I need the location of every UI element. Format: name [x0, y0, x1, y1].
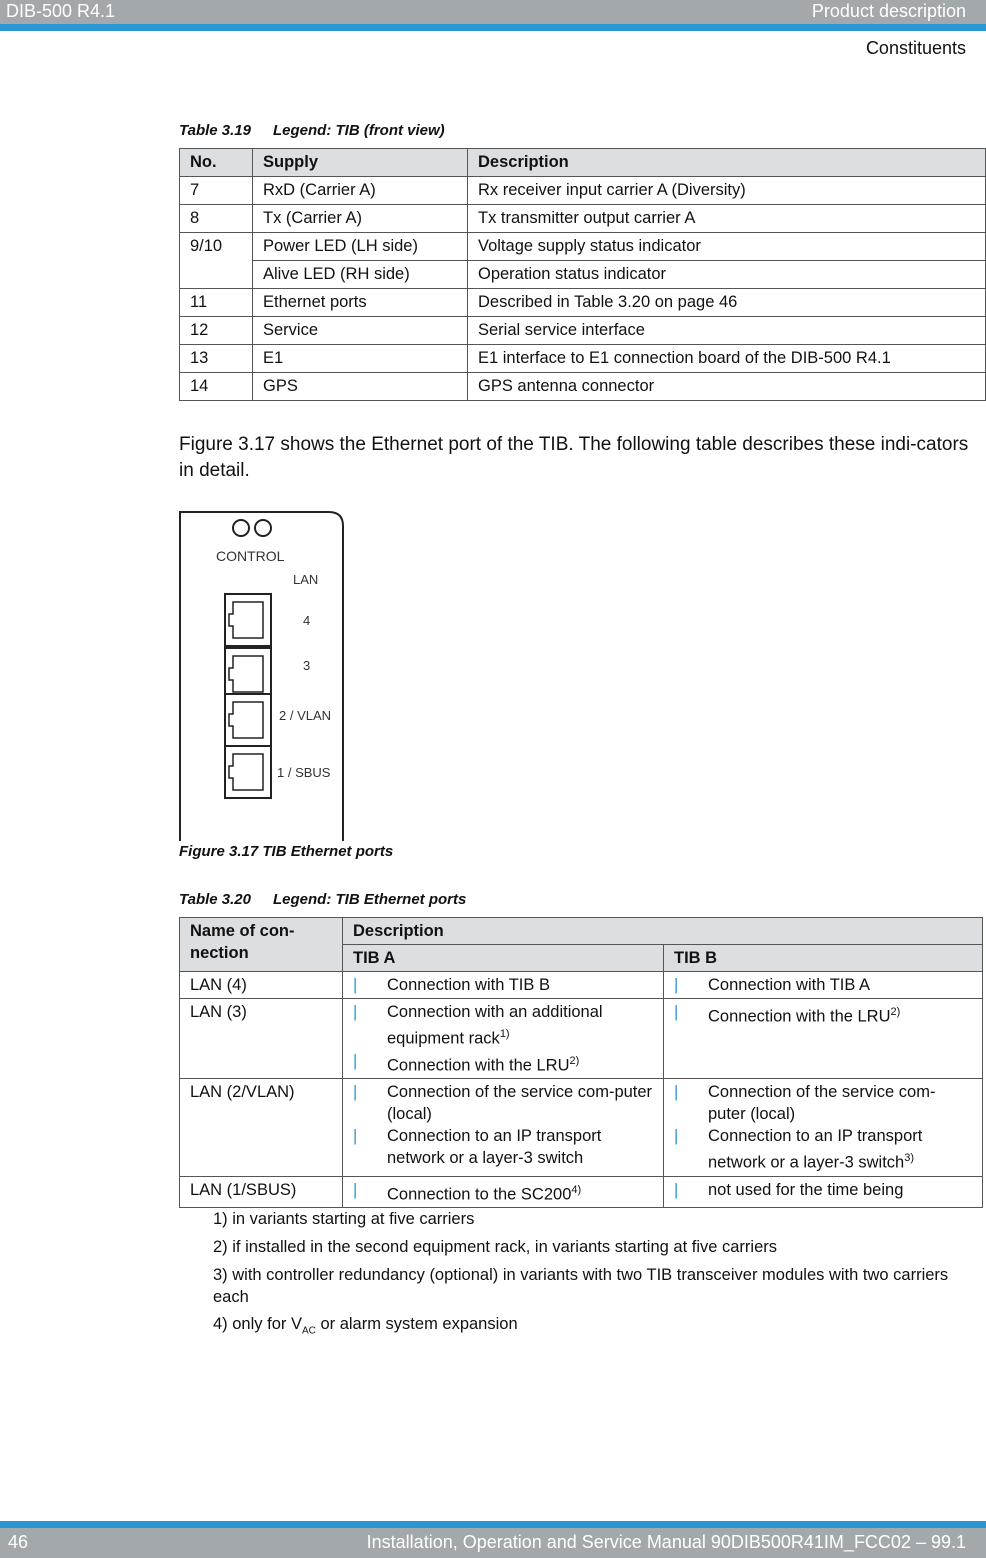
cell-supply: Alive LED (RH side) — [253, 261, 468, 289]
cell-description: Operation status indicator — [468, 261, 986, 289]
cell-description: Rx receiver input carrier A (Diversity) — [468, 177, 986, 205]
table-row — [180, 289, 986, 317]
cell-no: 7 — [180, 177, 253, 205]
port-1-label: 1 / SBUS — [277, 765, 331, 780]
table-row — [180, 317, 986, 345]
cell-tib-a — [343, 999, 664, 1079]
body-paragraph: Figure 3.17 shows the Ethernet port of the TIB. The following table describes these indi-cators in detail. — [179, 434, 969, 481]
item-text: Connection to an IP transport network or a layer-3 switch — [387, 1127, 602, 1167]
cell-no: 9/10 — [180, 233, 253, 289]
footer-accent-line — [0, 1521, 986, 1528]
cell-description: GPS antenna connector — [468, 373, 986, 401]
cell-tib-a — [343, 1079, 664, 1177]
cell-supply: GPS — [253, 373, 468, 401]
bullet-bar: | — [674, 1127, 679, 1145]
chapter-title: Product description — [811, 1, 966, 21]
footnote-ref: 2) — [890, 1006, 901, 1018]
footnote-2: 2) if installed in the second equipment rack, in variants starting at five carriers — [213, 1238, 778, 1256]
col-header-name: Name of con-nection — [180, 918, 343, 972]
cell-supply: Tx (Carrier A) — [253, 205, 468, 233]
list-item — [353, 1001, 653, 1050]
ethernet-port-4 — [225, 594, 271, 646]
bullet-bar: | — [674, 1083, 679, 1101]
col-header-supply: Supply — [253, 149, 468, 177]
table-row — [180, 999, 983, 1079]
doc-title: DIB-500 R4.1 — [6, 1, 116, 21]
table-row — [180, 1079, 983, 1177]
manual-title: Installation, Operation and Service Manual 90DIB500R41IM_FCC02 – 99.1 — [366, 1532, 966, 1552]
table-header-row — [180, 149, 986, 177]
list-item — [674, 1125, 972, 1174]
item-text: Connection to an IP transport network or a layer-3 switch — [708, 1127, 923, 1172]
port-4-label: 4 — [303, 613, 311, 628]
cell-tib-b — [664, 972, 983, 999]
section-title: Constituents — [865, 38, 966, 58]
table1-title: Legend: TIB (front view) — [273, 122, 445, 139]
cell-connection-name: LAN (3) — [180, 999, 343, 1079]
cell-description: Described in Table 3.20 on page 46 — [468, 289, 986, 317]
list-item — [353, 974, 653, 996]
cell-no: 11 — [180, 289, 253, 317]
cell-connection-name: LAN (2/VLAN) — [180, 1079, 343, 1177]
list-item — [353, 1179, 653, 1206]
ethernet-port-2-vlan — [225, 694, 271, 746]
cell-supply: Power LED (LH side) — [253, 233, 468, 261]
figure-caption: Figure 3.17 TIB Ethernet ports — [179, 843, 394, 860]
item-text: Connection with the LRU — [708, 1007, 891, 1026]
cell-tib-a — [343, 1176, 664, 1208]
list-item — [674, 1081, 972, 1125]
footnote-ref: 4) — [571, 1183, 582, 1196]
bullet-bar: | — [353, 976, 358, 994]
item-text: Connection with TIB A — [708, 976, 871, 994]
cell-description: Tx transmitter output carrier A — [468, 205, 986, 233]
footnote-ref: 2) — [569, 1054, 580, 1067]
list-item — [674, 1179, 972, 1201]
col-header-description: Description — [343, 918, 983, 945]
footnote-4 — [213, 1313, 518, 1342]
table-row — [180, 1176, 983, 1208]
item-text: Connection with an additional equipment rack — [387, 1003, 603, 1048]
control-label: CONTROL — [216, 548, 285, 564]
item-text: not used for the time being — [708, 1180, 904, 1199]
cell-no: 8 — [180, 205, 253, 233]
table-row — [180, 972, 983, 999]
cell-tib-a — [343, 972, 664, 999]
item-text: Connection with the LRU — [387, 1056, 570, 1074]
col-header-tib-a: TIB A — [343, 945, 664, 972]
col-header-tib-b: TIB B — [664, 945, 983, 972]
ethernet-port-1-sbus — [225, 746, 271, 798]
cell-no: 12 — [180, 317, 253, 345]
footnote-1: 1) in variants starting at five carriers — [213, 1210, 475, 1228]
item-text: Connection to the SC200 — [387, 1185, 572, 1203]
list-item — [353, 1050, 653, 1077]
cell-connection-name: LAN (4) — [180, 972, 343, 999]
cell-description: E1 interface to E1 connection board of the DIB-500 R4.1 — [468, 345, 986, 373]
page-header-bar — [0, 0, 986, 24]
table-row — [180, 177, 986, 205]
bullet-bar: | — [353, 1127, 358, 1145]
cell-no: 13 — [180, 345, 253, 373]
cell-supply: RxD (Carrier A) — [253, 177, 468, 205]
cell-description: Serial service interface — [468, 317, 986, 345]
footnote-3: 3) with controller redundancy (optional) in variants with two TIB transceiver modules with two carriers each — [213, 1266, 949, 1306]
ethernet-port-3 — [225, 648, 271, 700]
footnote-ref: 3) — [904, 1152, 915, 1164]
cell-supply: E1 — [253, 345, 468, 373]
bullet-bar: | — [674, 1003, 679, 1021]
bullet-bar: | — [353, 1051, 358, 1070]
cell-tib-b — [664, 999, 983, 1079]
table2-title: Legend: TIB Ethernet ports — [273, 891, 467, 908]
cell-supply: Ethernet ports — [253, 289, 468, 317]
item-text: Connection of the service com-puter (local) — [387, 1083, 653, 1123]
bullet-bar: | — [353, 1083, 358, 1101]
col-header-no: No. — [180, 149, 253, 177]
table-row — [180, 233, 986, 261]
cell-tib-b — [664, 1079, 983, 1177]
tib-ethernet-ports-figure — [179, 508, 345, 841]
table2-caption — [179, 891, 466, 908]
bullet-bar: | — [674, 976, 679, 994]
list-item — [353, 1081, 653, 1125]
cell-tib-b — [664, 1176, 983, 1208]
bullet-bar: | — [353, 1003, 358, 1021]
cell-connection-name: LAN (1/SBUS) — [180, 1176, 343, 1208]
table-row — [180, 345, 986, 373]
lan-label: LAN — [293, 572, 319, 587]
footnote-ref: 1) — [499, 1028, 510, 1040]
page-number: 46 — [8, 1532, 29, 1552]
port-2-label: 2 / VLAN — [279, 708, 332, 723]
footnote-4-post: or alarm system expansion — [315, 1315, 518, 1333]
page-footer-bar — [0, 1528, 986, 1558]
list-item — [674, 1001, 972, 1028]
list-item — [674, 974, 972, 996]
bullet-bar: | — [353, 1180, 358, 1199]
bullet-bar: | — [674, 1180, 679, 1199]
col-header-description: Description — [468, 149, 986, 177]
footnote-4-pre: 4) only for V — [213, 1315, 302, 1333]
table-tib-ethernet-ports — [179, 917, 983, 1208]
table1-number: Table 3.19 — [179, 122, 251, 139]
cell-no: 14 — [180, 373, 253, 401]
header-accent-line — [0, 24, 986, 31]
item-text: Connection with TIB B — [387, 976, 550, 994]
table-tib-front-view — [179, 148, 986, 401]
table-header-row — [180, 918, 983, 945]
table1-caption — [179, 122, 445, 139]
list-item — [353, 1125, 653, 1169]
item-text: Connection of the service com-puter (local) — [708, 1083, 936, 1123]
table-row — [180, 373, 986, 401]
footnote-4-sub: AC — [301, 1325, 316, 1337]
port-3-label: 3 — [303, 658, 311, 673]
cell-supply: Service — [253, 317, 468, 345]
table-row — [180, 261, 986, 289]
cell-description: Voltage supply status indicator — [468, 233, 986, 261]
table2-number: Table 3.20 — [179, 891, 251, 908]
table-row — [180, 205, 986, 233]
